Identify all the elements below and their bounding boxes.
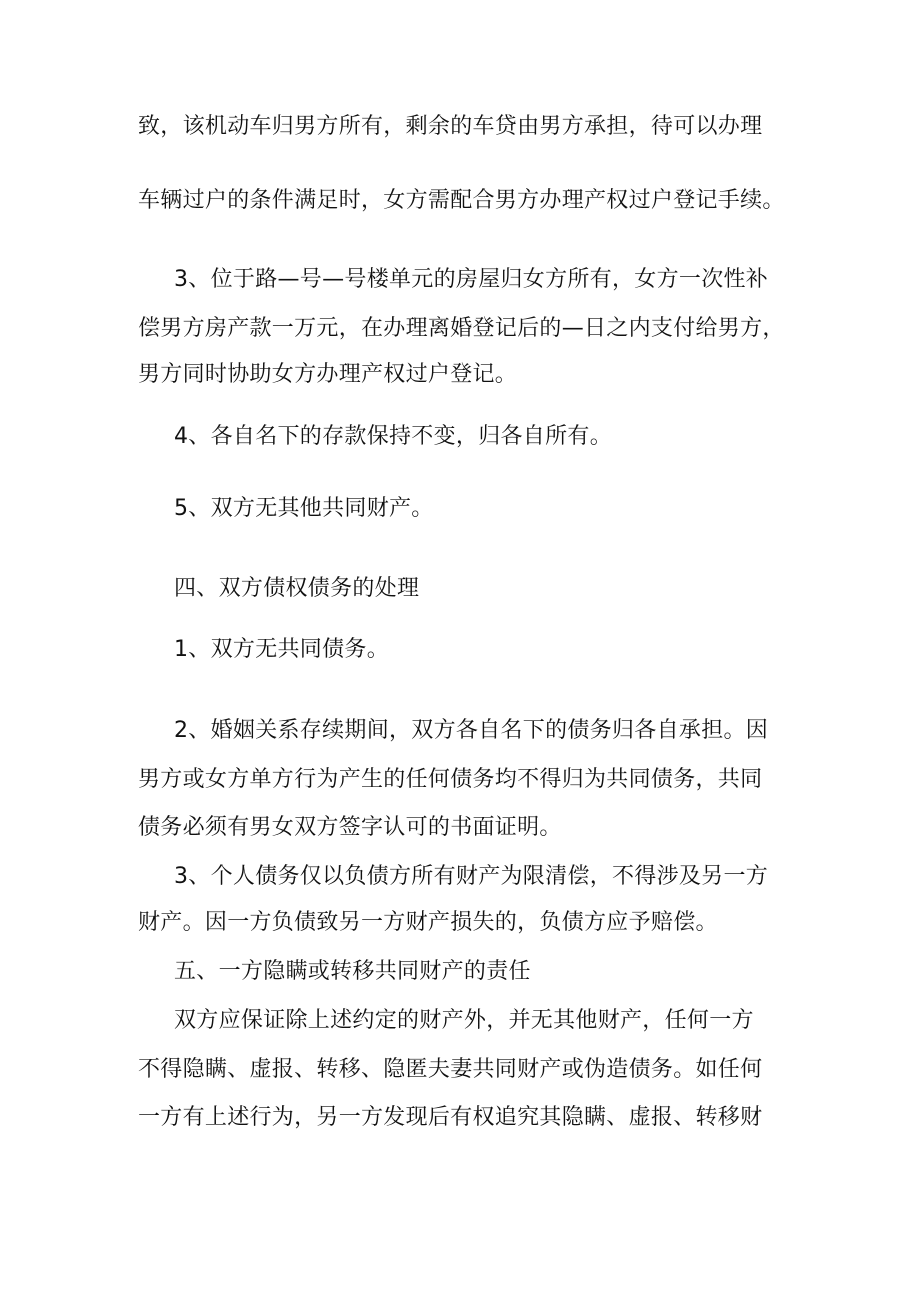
text-line: 2、婚姻关系存续期间，双方各自名下的债务归各自承担。因: [174, 718, 769, 743]
text-line: 4、各自名下的存款保持不变，归各自所有。: [174, 424, 612, 449]
text-line: 双方应保证除上述约定的财产外，并无其他财产，任何一方: [174, 1008, 754, 1033]
text-line: 男方同时协助女方办理产权过户登记。: [138, 362, 518, 387]
text-line: 1、双方无共同债务。: [174, 637, 389, 662]
text-line: 致，该机动车归男方所有，剩余的车贷由男方承担，待可以办理: [138, 114, 763, 139]
text-line: 偿男方房产款一万元，在办理离婚登记后的—日之内支付给男方，: [138, 316, 785, 341]
text-line: 不得隐瞒、虚报、转移、隐匿夫妻共同财产或伪造债务。如任何: [138, 1057, 763, 1082]
text-line: 5、双方无其他共同财产。: [174, 496, 434, 521]
text-line: 车辆过户的条件满足时，女方需配合男方办理产权过户登记手续。: [138, 188, 785, 213]
text-line: 3、个人债务仅以负债方所有财产为限清偿，不得涉及另一方: [174, 864, 769, 889]
section-heading: 四、双方债权债务的处理: [174, 576, 420, 601]
text-line: 3、位于路—号—号楼单元的房屋归女方所有，女方一次性补: [174, 267, 769, 292]
section-heading: 五、一方隐瞒或转移共同财产的责任: [174, 959, 531, 984]
text-line: 财产。因一方负债致另一方财产损失的，负债方应予赔偿。: [138, 910, 718, 935]
text-line: 一方有上述行为，另一方发现后有权追究其隐瞒、虚报、转移财: [138, 1105, 763, 1130]
text-line: 债务必须有男女双方签字认可的书面证明。: [138, 815, 562, 840]
text-line: 男方或女方单方行为产生的任何债务均不得归为共同债务，共同: [138, 767, 763, 792]
